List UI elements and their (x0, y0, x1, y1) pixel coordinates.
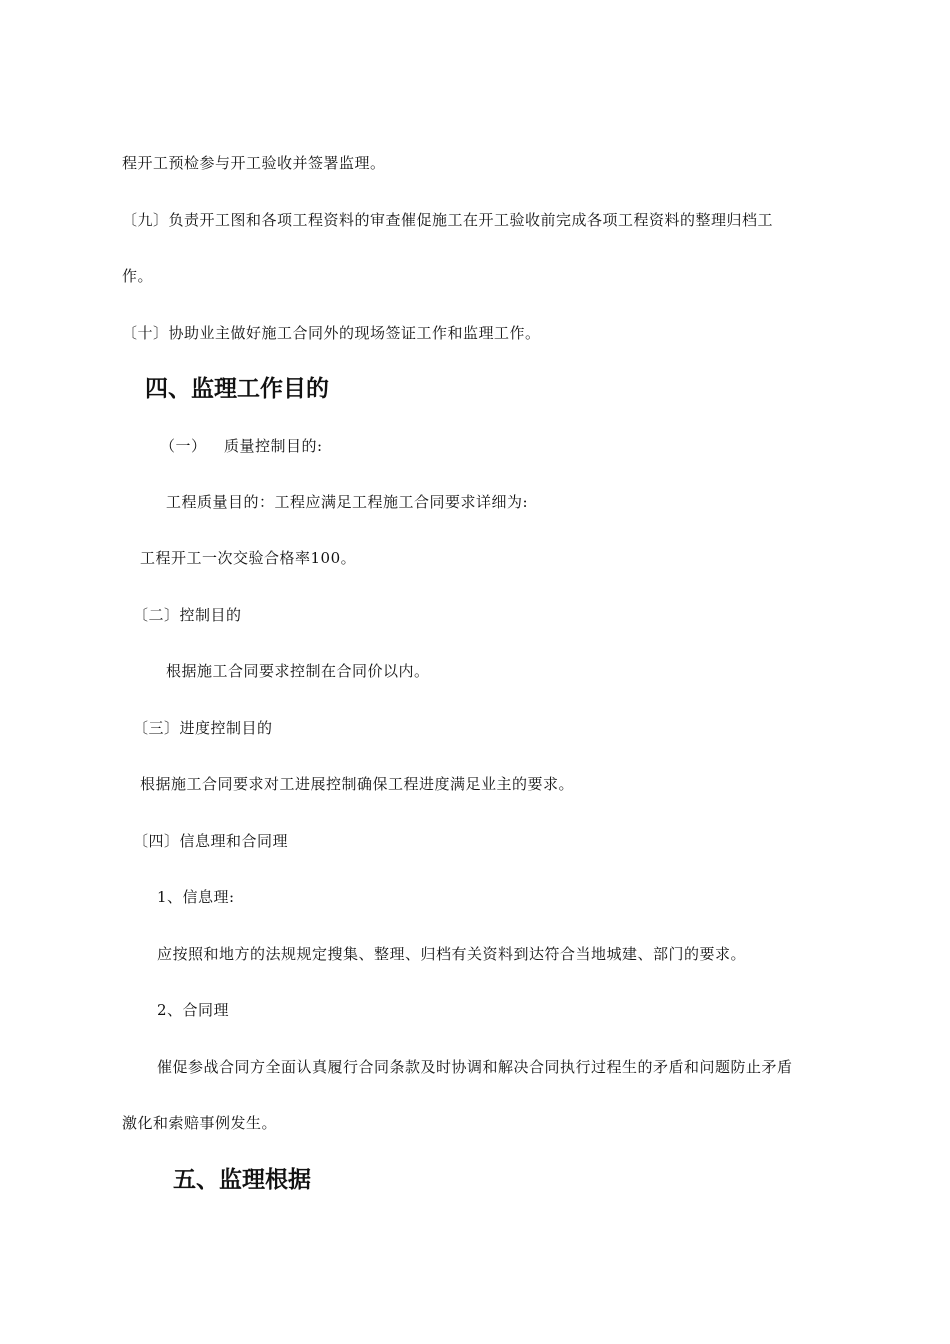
section-heading-5: 五、监理根据 (173, 1167, 311, 1193)
quality-pass-rate-text: 工程开工一次交验合格率100。 (140, 549, 357, 567)
cost-goal-text: 根据施工合同要求控制在合同价以内。 (166, 662, 430, 680)
subsection-cost-title: 〔二〕控制目的 (133, 606, 242, 624)
paragraph-item-10: 〔十〕协助业主做好施工合同外的现场签证工作和监理工作。 (122, 324, 541, 342)
schedule-goal-text: 根据施工合同要求对工进展控制确保工程进度满足业主的要求。 (140, 775, 575, 793)
subsection-quality-title: 质量控制目的: (224, 437, 323, 455)
info-management-text: 应按照和地方的法规规定搜集、整理、归档有关资料到达符合当地城建、部门的要求。 (157, 945, 747, 963)
contract-management-text-continued: 激化和索赔事例发生。 (122, 1114, 278, 1132)
contract-management-text: 催促参战合同方全面认真履行合同条款及时协调和解决合同执行过程生的矛盾和问题防止矛盾 (157, 1058, 793, 1076)
info-management-title: 1、信息理: (157, 888, 235, 906)
quality-goal-text: 工程质量目的：工程应满足工程施工合同要求详细为: (166, 493, 529, 511)
subsection-quality-label: （一） (160, 437, 207, 455)
paragraph-item-9-continued: 作。 (122, 267, 154, 285)
subsection-info-contract-title: 〔四〕信息理和合同理 (133, 832, 289, 850)
paragraph-acceptance: 程开工预检参与开工验收并签署监理。 (122, 154, 386, 172)
subsection-schedule-title: 〔三〕进度控制目的 (133, 719, 273, 737)
contract-management-title: 2、合同理 (157, 1001, 230, 1019)
section-heading-4: 四、监理工作目的 (145, 376, 329, 402)
paragraph-item-9: 〔九〕负责开工图和各项工程资料的审查催促施工在开工验收前完成各项工程资料的整理归档工 (122, 211, 774, 229)
